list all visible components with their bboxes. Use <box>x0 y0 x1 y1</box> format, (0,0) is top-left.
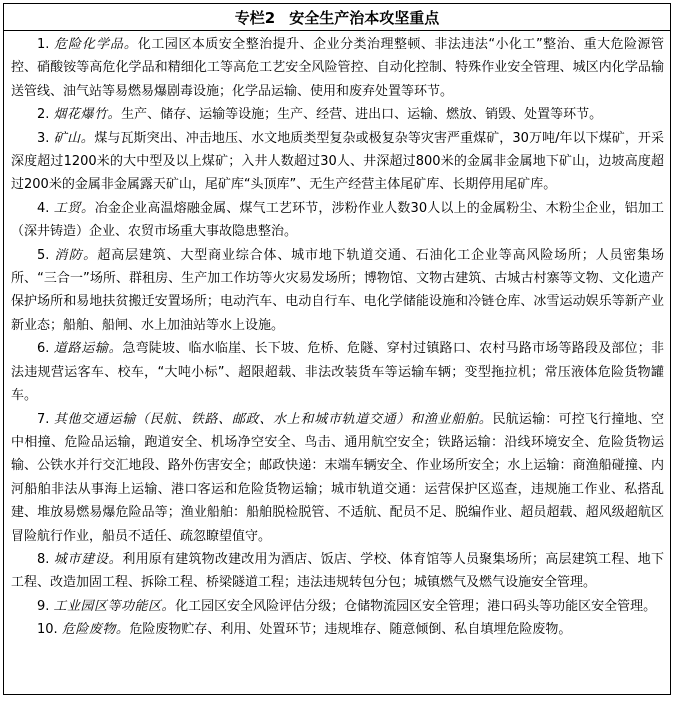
item-text: 煤与瓦斯突出、冲击地压、水文地质类型复杂或极复杂等灾害严重煤矿，30万吨/年以下煤矿，开采深度超过1200米的大中型及以上煤矿；入井人数超过30人、井深超过800米的金属非金属地下矿山，边坡高度超过200米的金属非金属露天矿山，尾矿库“头顶库”、无生产经营主体尾矿库、长期停用尾矿库。 <box>11 130 664 193</box>
item-number: 7. <box>37 411 50 427</box>
item-category: 矿山。 <box>53 130 95 146</box>
item-7 <box>11 408 664 548</box>
column-title <box>4 4 670 31</box>
item-text: 利用原有建筑物改建改用为酒店、饭店、学校、体育馆等人员聚集场所；高层建筑工程、地下工程、改造加固工程、拆除工程、桥梁隧道工程；违法违规转包分包；城镇燃气及燃气设施安全管理。 <box>11 551 664 591</box>
item-category: 消防。 <box>54 247 98 263</box>
items-list <box>4 31 670 642</box>
item-text: 危险废物贮存、利用、处置环节；违规堆存、随意倾倒、私自填埋危险废物。 <box>129 622 572 638</box>
item-10 <box>11 618 664 641</box>
item-category: 工业园区等功能区。 <box>53 598 176 614</box>
item-text: 生产、储存、运输等设施；生产、经营、进出口、运输、燃放、销毁、处置等环节。 <box>121 107 603 123</box>
item-category: 工贸。 <box>53 200 95 216</box>
item-number: 2. <box>37 107 50 123</box>
item-9 <box>11 595 664 618</box>
item-category: 危险废物。 <box>61 622 130 638</box>
item-5 <box>11 244 664 338</box>
item-category: 危险化学品。 <box>54 37 138 52</box>
item-number: 6. <box>37 341 50 357</box>
item-number: 8. <box>37 551 50 567</box>
column-heading: 安全生产治本攻坚重点 <box>289 8 440 27</box>
item-3 <box>11 127 664 197</box>
item-text: 超高层建筑、大型商业综合体、城市地下轨道交通、石油化工企业等高风险场所；人员密集场所、“三合一”场所、群租房、生产加工作坊等火灾易发场所；博物馆、文物古建筑、古城古村寨等文物、文化遗产保护场所和易地扶贫搬迁安置场所；电动汽车、电动自行车、电化学储能设施和冷链仓库、冰雪运动娱乐等新产业新业态；船舶、船闸、水上加油站等水上设施。 <box>11 247 664 333</box>
item-category: 其他交通运输（民航、铁路、邮政、水上和城市轨道交通）和渔业船舶。 <box>53 411 493 427</box>
item-6 <box>11 337 664 407</box>
item-number: 9. <box>37 598 50 614</box>
item-category: 城市建设。 <box>53 551 123 567</box>
item-text: 化工园区本质安全整治提升、企业分类治理整顿、非法违法“小化工”整治、重大危险源管控、硝酸铵等高危化学品和精细化工等高危工艺安全风险管控、自动化控制、特殊作业安全管理、城区内化学品输送管线、油气站等易燃易爆剧毒设施；化学品运输、使用和废弃处置等环节。 <box>11 37 664 99</box>
item-1 <box>11 33 664 103</box>
item-number: 5. <box>37 247 50 263</box>
item-category: 道路运输。 <box>53 341 123 357</box>
item-text: 化工园区安全风险评估分级；仓储物流园区安全管理；港口码头等功能区安全管理。 <box>175 598 657 614</box>
item-text: 冶金企业高温熔融金属、煤气工艺环节，涉粉作业人数30人以上的金属粉尘、木粉尘企业，铝加工（深井铸造）企业、农贸市场重大事故隐患整治。 <box>11 200 664 240</box>
item-2 <box>11 103 664 126</box>
item-category: 烟花爆竹。 <box>53 107 122 123</box>
item-number: 1. <box>37 37 50 52</box>
item-8 <box>11 548 664 595</box>
item-number: 4. <box>37 200 50 216</box>
column-box <box>3 3 671 695</box>
item-4 <box>11 197 664 244</box>
item-number: 3. <box>37 130 50 146</box>
item-number: 10. <box>37 622 58 638</box>
column-label: 专栏2 <box>234 8 276 27</box>
item-text: 急弯陡坡、临水临崖、长下坡、危桥、危隧、穿村过镇路口、农村马路市场等路段及部位；非法违规营运客车、校车，“大吨小标”、超限超载、非法改装货车等运输车辆；变型拖拉机；常压液体危险货物罐车。 <box>11 341 664 404</box>
item-text: 民航运输：可控飞行撞地、空中相撞、危险品运输，跑道安全、机场净空安全、鸟击、通用航空安全；铁路运输：沿线环境安全、危险货物运输、公铁水并行交汇地段、路外伤害安全；邮政快递：末端车辆安全、作业场所安全；水上运输：商渔船碰撞、内河船舶非法从事海上运输、港口客运和危险货物运输；城市轨道交通：运营保护区巡查，违规施工作业、私搭乱建、堆放易燃易爆危险品等；渔业船舶：船舶脱检脱管、不适航、配员不足、脱编作业、超员超载、超风级超航区冒险航行作业，船员不适任、疏忽瞭望值守。 <box>11 411 664 544</box>
